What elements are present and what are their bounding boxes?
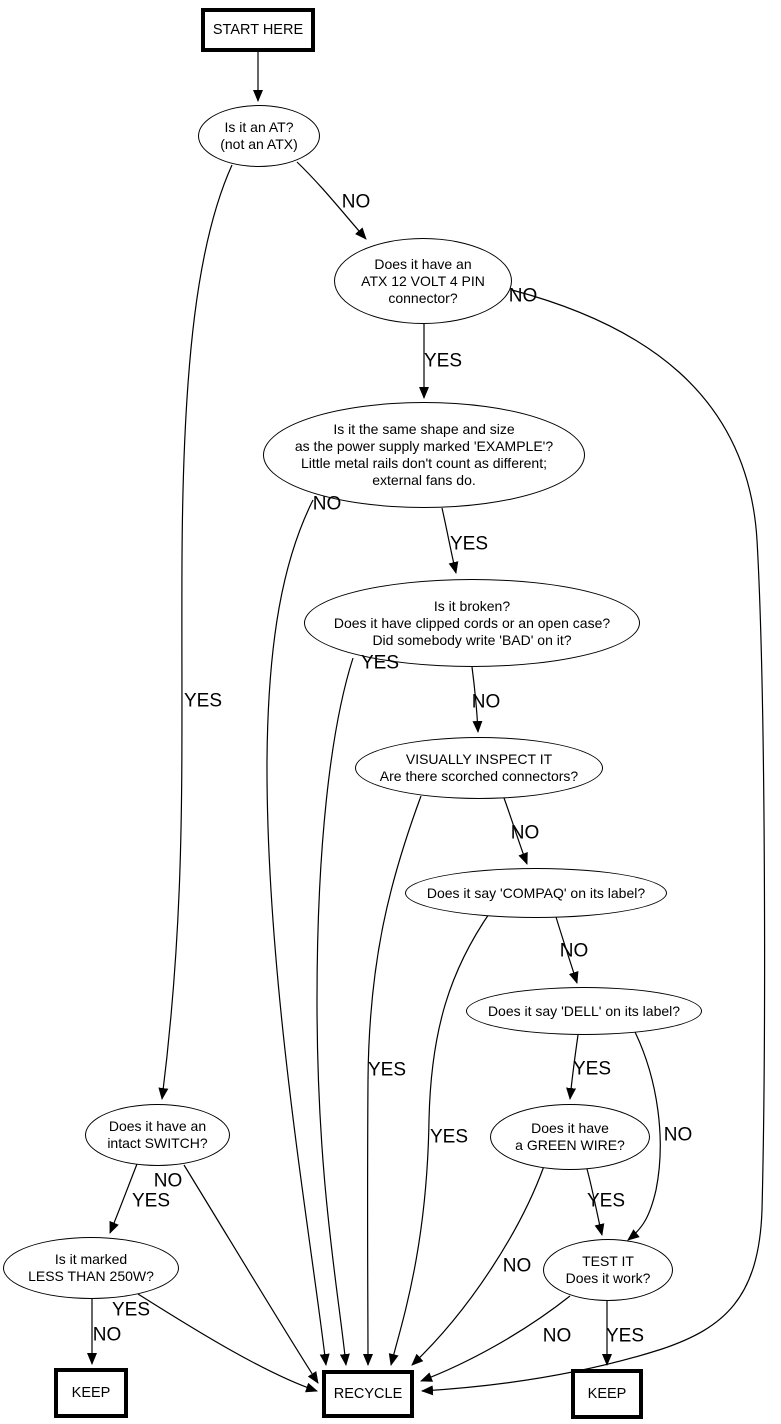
node-q-switch-line: Does it have an [108,1118,207,1134]
node-keep-left-label: KEEP [71,1384,111,1401]
node-recycle [322,1370,414,1418]
node-q-atx12v [334,238,512,324]
edge-label-at-no: NO [341,191,371,213]
edge-label-shape-yes: YES [449,533,489,555]
edge-label-atx12v-no: NO [508,285,538,307]
edge-label-250w-yes: YES [111,1299,151,1321]
node-q-switch [85,1104,230,1166]
node-q-inspect [355,737,603,799]
edge-label-switch-yes: YES [131,1190,171,1212]
node-q-green [490,1104,650,1170]
node-q-atx12v-line: connector? [388,289,458,306]
edge-q-inspect-yes-to-recycle [368,796,421,1365]
node-q-switch-line: intact SWITCH? [107,1135,208,1151]
edge-label-inspect-no: NO [510,822,540,844]
edge-label-dell-yes: YES [572,1058,612,1080]
node-q-at [198,105,320,167]
edge-label-broken-no: NO [471,691,501,713]
edge-label-test-yes: YES [605,1325,645,1347]
edge-label-switch-no: NO [153,1170,183,1192]
node-q-atx12v-line: ATX 12 VOLT 4 PIN [361,272,485,289]
edge-label-compaq-no: NO [559,940,589,962]
node-recycle-label: RECYCLE [333,1385,403,1402]
edge-label-atx12v-yes: YES [423,350,463,372]
node-q-at-line: Is it an AT? [224,119,294,135]
node-q-test-line: Does it work? [565,1270,651,1286]
node-q-broken-line: Did somebody write 'BAD' on it? [372,631,572,648]
node-q-shape-line: external fans do. [372,472,476,488]
node-start [201,8,315,52]
node-q-green-line: a GREEN WIRE? [515,1137,625,1153]
node-keep-right [571,1369,643,1419]
node-q-250w [3,1237,179,1299]
edge-label-inspect-yes: YES [367,1059,407,1081]
node-q-dell-line: Does it say 'DELL' on its label? [487,1002,681,1019]
node-q-test [543,1239,673,1301]
node-q-broken [304,579,640,667]
edge-q-at-yes-to-q-switch [162,165,232,1099]
edge-label-at-yes: YES [183,690,223,712]
node-q-inspect-line: Are there scorched connectors? [379,768,579,784]
edge-label-green-yes: YES [586,1190,626,1212]
node-q-shape-line: as the power supply marked 'EXAMPLE'? [294,438,554,454]
edge-q-switch-no-to-recycle [184,1165,318,1383]
edge-label-broken-yes: YES [360,652,400,674]
node-q-shape [263,402,585,508]
edge-label-shape-no: NO [312,493,342,515]
node-q-broken-line: Is it broken? [433,597,511,614]
node-keep-right-label: KEEP [587,1385,627,1402]
node-keep-left [54,1368,128,1418]
node-q-atx12v-line: Does it have an [374,255,472,272]
node-q-green-line: Does it have [531,1120,609,1136]
node-q-dell [466,987,702,1035]
node-q-250w-line: Is it marked [54,1251,128,1267]
edge-label-test-no: NO [542,1325,572,1347]
node-q-shape-line: Is it the same shape and size [333,421,515,437]
node-q-at-line: (not an ATX) [220,136,298,152]
edge-label-250w-no: NO [92,1324,122,1346]
node-start-label: START HERE [212,21,304,38]
node-q-inspect-line: VISUALLY INSPECT IT [405,751,553,767]
edge-q-250w-yes-to-recycle [138,1294,317,1391]
node-q-test-line: TEST IT [582,1253,634,1269]
node-q-shape-line: Little metal rails don't count as different; [301,455,547,471]
edge-label-dell-no: NO [663,1124,693,1146]
edge-q-broken-yes-to-recycle [317,658,353,1365]
node-q-compaq-line: Does it say 'COMPAQ' on its label? [426,884,646,901]
edge-label-green-no: NO [502,1255,532,1277]
node-q-compaq [405,868,667,918]
node-q-broken-line: Does it have clipped cords or an open case? [333,614,611,631]
node-q-250w-line: LESS THAN 250W? [28,1268,154,1284]
edge-label-compaq-yes: YES [429,1126,469,1148]
